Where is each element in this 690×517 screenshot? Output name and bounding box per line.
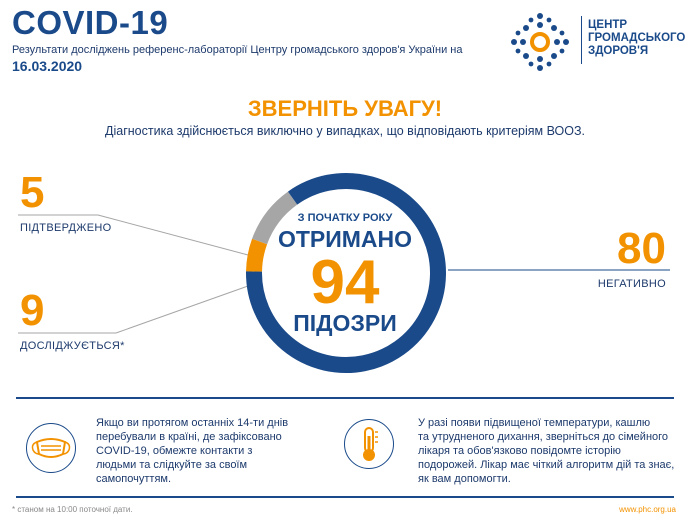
footer-url[interactable]: www.phc.org.ua <box>619 505 676 514</box>
thermometer-icon <box>344 419 394 469</box>
info-right-line: подорожей. Лікар має чіткий алгоритм дій та знає, <box>418 459 675 471</box>
confirmed-label: ПІДТВЕРДЖЕНО <box>20 222 112 234</box>
info-left-line: самопочуттям. <box>96 473 172 485</box>
info-bottom-divider <box>16 496 674 498</box>
page-title: COVID-19 <box>12 4 169 41</box>
info-left-line: COVID-19, обмежте контакти з <box>96 445 253 457</box>
page-subtitle: Результати досліджень референс-лабораторії Центру громадського здоров'я України на <box>12 44 463 56</box>
info-right-text <box>418 416 674 486</box>
info-right-line: та утрудненого дихання, зверніться до сімейного <box>418 431 669 443</box>
ring-received-label: ОТРИМАНО <box>277 226 413 252</box>
info-left-line: Якщо ви протягом останніх 14-ти днів <box>96 417 289 429</box>
notice-text: Діагностика здійснюється виключно у випадках, що відповідають критеріям ВООЗ. <box>105 124 585 138</box>
negative-label: НЕГАТИВНО <box>597 278 666 290</box>
investigating-value: 9 <box>20 286 45 335</box>
info-left-line: перебували в країні, де зафіксовано <box>96 431 282 443</box>
ring-suspicions-label: ПІДОЗРИ <box>293 310 397 336</box>
logo-line-3: ЗДОРОВ'Я <box>588 45 649 57</box>
logo-line-2: ГРОМАДСЬКОГО <box>588 32 686 44</box>
ring-since-label: З ПОЧАТКУ РОКУ <box>297 212 393 224</box>
logo-line-1: ЦЕНТР <box>588 19 628 31</box>
ring-total: 94 <box>310 248 380 317</box>
info-right-line: як вам допомогти. <box>418 473 511 485</box>
negative-value: 80 <box>617 224 666 273</box>
info-right-line: лікаря та обов'язково повідомте історію <box>418 445 621 457</box>
info-left-line: людьми та слідкуйте за своїм <box>96 459 248 471</box>
info-right-line: У разі появи підвищеної температури, кашлю <box>418 417 651 429</box>
face-mask-icon <box>26 423 76 473</box>
footer-note: * станом на 10:00 поточної дати. <box>12 505 133 514</box>
notice-headline: ЗВЕРНІТЬ УВАГУ! <box>247 96 443 121</box>
info-top-divider <box>16 397 674 399</box>
report-date: 16.03.2020 <box>12 58 83 74</box>
info-left-text <box>96 416 288 486</box>
confirmed-value: 5 <box>20 168 45 217</box>
investigating-label: ДОСЛІДЖУЄТЬСЯ* <box>20 340 125 352</box>
